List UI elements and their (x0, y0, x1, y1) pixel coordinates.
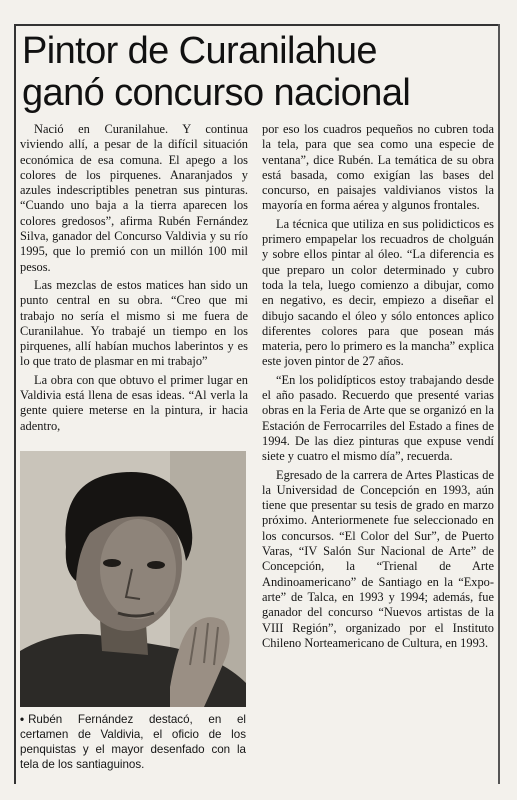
right-column (262, 122, 494, 654)
paragraph: La obra con que obtuvo el primer lugar en Valdivia está llena de esas ideas. “Al verla la gente quiere meterse en la pintura, ir hacia adentro, (20, 372, 248, 433)
paragraph: Las mezclas de estos matices han sido un punto central en su obra. “Creo que mi trabajo no sería el mismo si me fuera de Curanilahue. Yo trabajé un tiempo en los pirquenes, allí habían muchos laberintos y es lo que trato de plasmar en mi trabajo” (20, 277, 248, 369)
headline (22, 30, 492, 114)
paragraph: Egresado de la carrera de Artes Plasticas de la Universidad de Concepción en 1993, aún tiene que presentar su tesis de grado en marzo próximo. Anteriormenete fue seleccionado en los concursos. “El Color del Sur”, de Puerto Varas, “IV Salón Sur Nacional de Arte” de Concepción, la “Trienal de Arte Andinoamericano” de Santiago en la “Expo-arte” de Talca, en 1993 y 1994; además, fue ganador del concurso “Nuevos artistas de la VIII Región”, organizado por el Instituto Chileno Norteamericano de Cultura, en 1993. (262, 467, 494, 650)
caption-text: Rubén Fernández destacó, en el certamen de Valdivia, el oficio de los penquistas y el mayor desenfado con la tela de los santiaguinos. (20, 713, 246, 771)
left-rule (14, 24, 16, 784)
right-rule (498, 24, 500, 784)
caption-bullet: • (20, 713, 25, 726)
photo-caption (20, 712, 246, 772)
left-column (20, 122, 248, 437)
top-rule (14, 24, 500, 26)
portrait-illustration (20, 451, 246, 707)
paragraph: La técnica que utiliza en sus polidicticos es primero empapelar los recuadros de cholguán y sobre ellos pintar al óleo. “La diferencia es que preparo un color determinado y cubro toda la tela, luego comienzo a dibujar, como en negativo, es decir, empiezo a diseñar el dibujo sacando el óleo y sólo entonces aplico diferentes colores para que posean más materia, pero lo primero es la mancha” explica este joven pintor de 27 años. (262, 216, 494, 369)
paragraph: por eso los cuadros pequeños no cubren toda la tela, para que sea como una especie de ventana”, dice Rubén. La temática de su obra está basada, como exigían las bases del concurso, en paisajes valdivianos vistos la mayoría en forma aérea y algunos frontales. (262, 122, 494, 213)
headline-line-1: Pintor de Curanilahue (22, 30, 377, 72)
paragraph: “En los polidípticos estoy trabajando desde el año pasado. Recuerdo que presenté varias obras en la Feria de Arte que se organizó en la Estación de Ferrocarriles del Estado a fines de 1994. De las diez pinturas que expuse vendí siete y cuatro el mismo día”, recuerda. (262, 372, 494, 464)
artist-photo (20, 451, 246, 707)
headline-line-2: ganó concurso nacional (22, 72, 411, 114)
paragraph: Nació en Curanilahue. Y continua viviendo allí, a pesar de la difícil situación económica de esa comuna. El apego a los colores de los pirquenes. Anaranjados y azules indescriptibles penetran sus pinturas. “Cuando uno baja a la tierra aparecen los colores gredosos”, afirma Rubén Fernández Silva, ganador del Concurso Valdivia y su río 1995, que lo premió con un millón 100 mil pesos. (20, 122, 248, 274)
